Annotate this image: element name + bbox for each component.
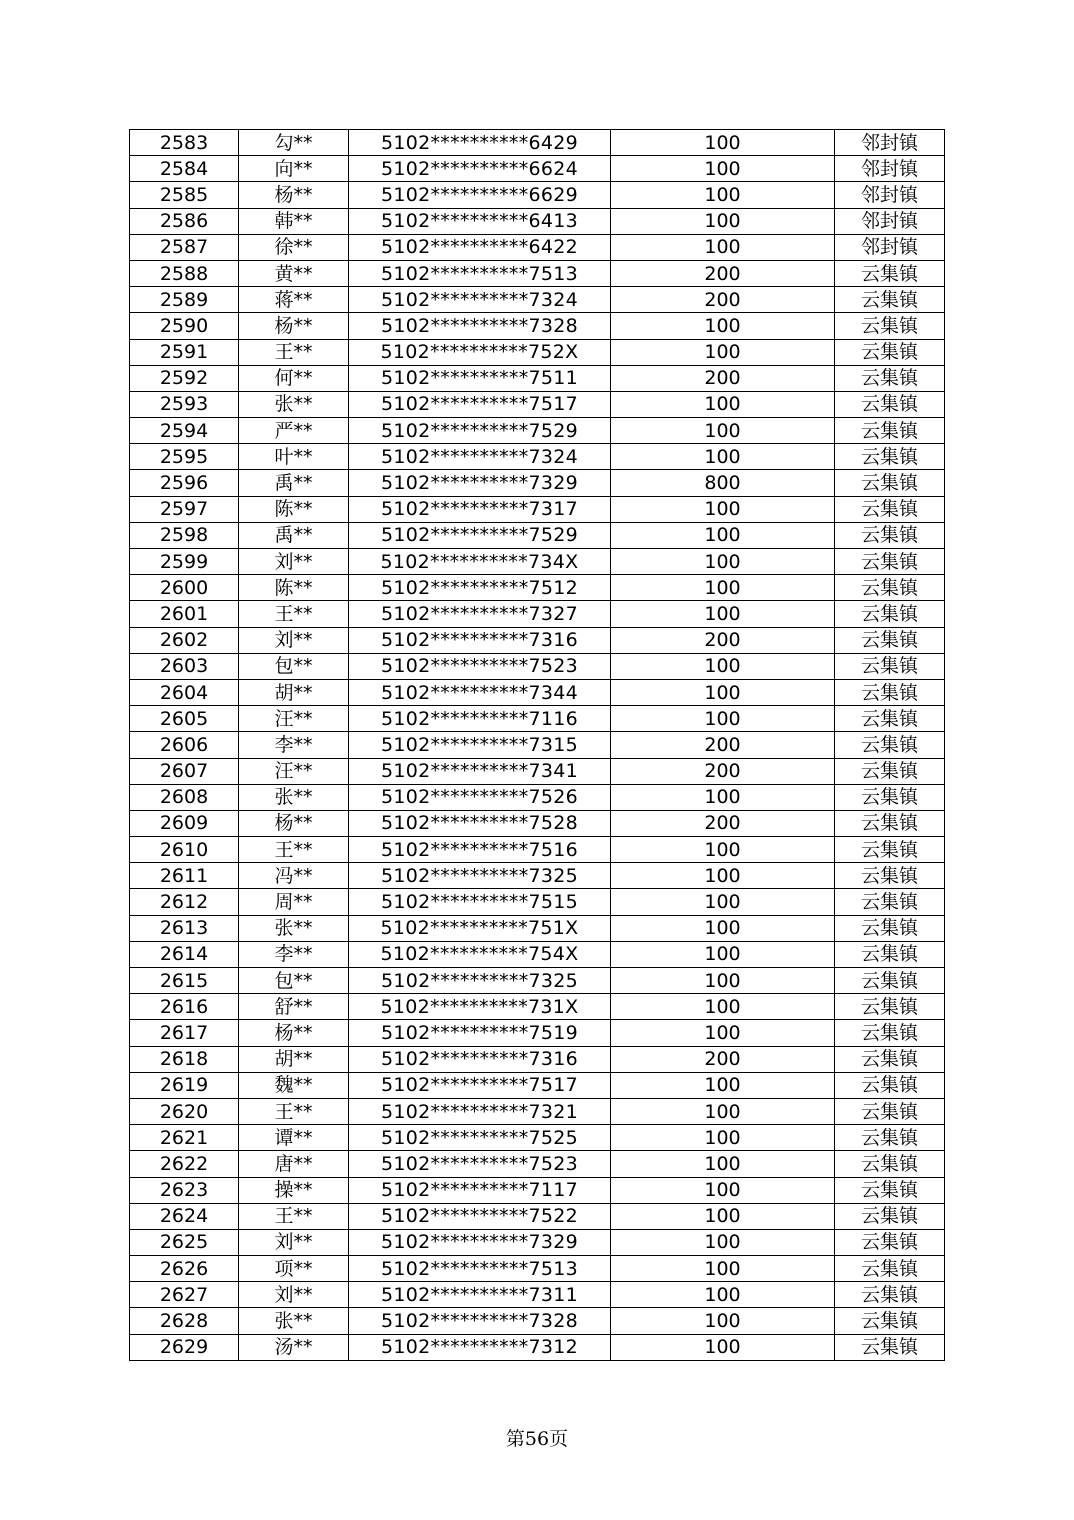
- serial-number-cell: 2597: [130, 496, 239, 522]
- id-number-cell: 5102**********7329: [349, 470, 611, 496]
- serial-number-cell: 2590: [130, 313, 239, 339]
- town-cell: 云集镇: [835, 1020, 945, 1046]
- name-cell: 陈**: [239, 575, 349, 601]
- town-cell: 云集镇: [835, 391, 945, 417]
- id-number-cell: 5102**********7526: [349, 784, 611, 810]
- name-cell: 胡**: [239, 679, 349, 705]
- town-cell: 云集镇: [835, 1282, 945, 1308]
- name-cell: 叶**: [239, 444, 349, 470]
- town-cell: 云集镇: [835, 418, 945, 444]
- serial-number-cell: 2610: [130, 837, 239, 863]
- town-cell: 云集镇: [835, 496, 945, 522]
- table-row: [130, 418, 945, 444]
- id-number-cell: 5102**********7523: [349, 653, 611, 679]
- serial-number-cell: 2616: [130, 994, 239, 1020]
- id-number-cell: 5102**********7327: [349, 601, 611, 627]
- serial-number-cell: 2589: [130, 287, 239, 313]
- table-row: [130, 575, 945, 601]
- table-row: [130, 810, 945, 836]
- serial-number-cell: 2602: [130, 627, 239, 653]
- id-number-cell: 5102**********7316: [349, 1046, 611, 1072]
- amount-cell: 100: [611, 182, 835, 208]
- table-row: [130, 156, 945, 182]
- id-number-cell: 5102**********7329: [349, 1229, 611, 1255]
- table-row: [130, 784, 945, 810]
- table-row: [130, 601, 945, 627]
- id-number-cell: 5102**********6429: [349, 130, 611, 156]
- town-cell: 邻封镇: [835, 234, 945, 260]
- amount-cell: 200: [611, 287, 835, 313]
- id-number-cell: 5102**********7513: [349, 1256, 611, 1282]
- serial-number-cell: 2598: [130, 522, 239, 548]
- name-cell: 胡**: [239, 1046, 349, 1072]
- serial-number-cell: 2599: [130, 549, 239, 575]
- table-row: [130, 1020, 945, 1046]
- table-row: [130, 1229, 945, 1255]
- name-cell: 汪**: [239, 706, 349, 732]
- serial-number-cell: 2600: [130, 575, 239, 601]
- name-cell: 严**: [239, 418, 349, 444]
- name-cell: 张**: [239, 915, 349, 941]
- id-number-cell: 5102**********6629: [349, 182, 611, 208]
- town-cell: 云集镇: [835, 784, 945, 810]
- amount-cell: 100: [611, 1308, 835, 1334]
- amount-cell: 100: [611, 1256, 835, 1282]
- serial-number-cell: 2592: [130, 365, 239, 391]
- records-table: [129, 129, 945, 1361]
- amount-cell: 100: [611, 601, 835, 627]
- name-cell: 韩**: [239, 208, 349, 234]
- table-row: [130, 522, 945, 548]
- page-number: 第56页: [505, 1428, 569, 1450]
- id-number-cell: 5102**********734X: [349, 549, 611, 575]
- town-cell: 云集镇: [835, 1072, 945, 1098]
- town-cell: 云集镇: [835, 365, 945, 391]
- amount-cell: 100: [611, 575, 835, 601]
- serial-number-cell: 2587: [130, 234, 239, 260]
- serial-number-cell: 2603: [130, 653, 239, 679]
- serial-number-cell: 2591: [130, 339, 239, 365]
- name-cell: 杨**: [239, 1020, 349, 1046]
- serial-number-cell: 2624: [130, 1203, 239, 1229]
- name-cell: 操**: [239, 1177, 349, 1203]
- amount-cell: 200: [611, 758, 835, 784]
- amount-cell: 100: [611, 444, 835, 470]
- table-row: [130, 1203, 945, 1229]
- id-number-cell: 5102**********7525: [349, 1125, 611, 1151]
- table-row: [130, 1046, 945, 1072]
- serial-number-cell: 2586: [130, 208, 239, 234]
- amount-cell: 100: [611, 941, 835, 967]
- table-row: [130, 260, 945, 286]
- serial-number-cell: 2608: [130, 784, 239, 810]
- amount-cell: 200: [611, 365, 835, 391]
- table-row: [130, 968, 945, 994]
- table-row: [130, 365, 945, 391]
- id-number-cell: 5102**********7311: [349, 1282, 611, 1308]
- name-cell: 包**: [239, 653, 349, 679]
- id-number-cell: 5102**********7317: [349, 496, 611, 522]
- amount-cell: 100: [611, 156, 835, 182]
- id-number-cell: 5102**********7513: [349, 260, 611, 286]
- name-cell: 冯**: [239, 863, 349, 889]
- town-cell: 邻封镇: [835, 182, 945, 208]
- amount-cell: 200: [611, 627, 835, 653]
- table-row: [130, 1282, 945, 1308]
- amount-cell: 100: [611, 706, 835, 732]
- name-cell: 汪**: [239, 758, 349, 784]
- name-cell: 舒**: [239, 994, 349, 1020]
- serial-number-cell: 2626: [130, 1256, 239, 1282]
- name-cell: 徐**: [239, 234, 349, 260]
- serial-number-cell: 2596: [130, 470, 239, 496]
- table-row: [130, 1177, 945, 1203]
- town-cell: 云集镇: [835, 575, 945, 601]
- table-row: [130, 863, 945, 889]
- serial-number-cell: 2583: [130, 130, 239, 156]
- name-cell: 向**: [239, 156, 349, 182]
- serial-number-cell: 2618: [130, 1046, 239, 1072]
- serial-number-cell: 2593: [130, 391, 239, 417]
- serial-number-cell: 2604: [130, 679, 239, 705]
- town-cell: 云集镇: [835, 1151, 945, 1177]
- serial-number-cell: 2595: [130, 444, 239, 470]
- town-cell: 云集镇: [835, 679, 945, 705]
- amount-cell: 100: [611, 889, 835, 915]
- serial-number-cell: 2606: [130, 732, 239, 758]
- table-row: [130, 994, 945, 1020]
- town-cell: 云集镇: [835, 444, 945, 470]
- name-cell: 刘**: [239, 549, 349, 575]
- id-number-cell: 5102**********731X: [349, 994, 611, 1020]
- id-number-cell: 5102**********7116: [349, 706, 611, 732]
- serial-number-cell: 2612: [130, 889, 239, 915]
- town-cell: 云集镇: [835, 339, 945, 365]
- town-cell: 云集镇: [835, 1177, 945, 1203]
- town-cell: 云集镇: [835, 732, 945, 758]
- town-cell: 云集镇: [835, 522, 945, 548]
- table-row: [130, 1125, 945, 1151]
- town-cell: 云集镇: [835, 1256, 945, 1282]
- id-number-cell: 5102**********7325: [349, 968, 611, 994]
- name-cell: 黄**: [239, 260, 349, 286]
- table-row: [130, 496, 945, 522]
- id-number-cell: 5102**********7324: [349, 287, 611, 313]
- table-row: [130, 837, 945, 863]
- town-cell: 邻封镇: [835, 130, 945, 156]
- town-cell: 云集镇: [835, 653, 945, 679]
- town-cell: 云集镇: [835, 1334, 945, 1360]
- town-cell: 云集镇: [835, 1308, 945, 1334]
- amount-cell: 200: [611, 260, 835, 286]
- amount-cell: 100: [611, 391, 835, 417]
- name-cell: 汤**: [239, 1334, 349, 1360]
- table-row: [130, 208, 945, 234]
- id-number-cell: 5102**********7529: [349, 522, 611, 548]
- amount-cell: 100: [611, 653, 835, 679]
- serial-number-cell: 2611: [130, 863, 239, 889]
- name-cell: 禹**: [239, 470, 349, 496]
- amount-cell: 100: [611, 522, 835, 548]
- serial-number-cell: 2614: [130, 941, 239, 967]
- town-cell: 云集镇: [835, 706, 945, 732]
- name-cell: 禹**: [239, 522, 349, 548]
- town-cell: 云集镇: [835, 627, 945, 653]
- amount-cell: 100: [611, 994, 835, 1020]
- name-cell: 张**: [239, 784, 349, 810]
- serial-number-cell: 2621: [130, 1125, 239, 1151]
- amount-cell: 100: [611, 234, 835, 260]
- town-cell: 云集镇: [835, 287, 945, 313]
- town-cell: 云集镇: [835, 1046, 945, 1072]
- town-cell: 云集镇: [835, 1125, 945, 1151]
- town-cell: 云集镇: [835, 837, 945, 863]
- name-cell: 何**: [239, 365, 349, 391]
- id-number-cell: 5102**********6624: [349, 156, 611, 182]
- amount-cell: 100: [611, 968, 835, 994]
- serial-number-cell: 2623: [130, 1177, 239, 1203]
- amount-cell: 100: [611, 1203, 835, 1229]
- name-cell: 杨**: [239, 313, 349, 339]
- id-number-cell: 5102**********7517: [349, 391, 611, 417]
- name-cell: 刘**: [239, 1229, 349, 1255]
- table-row: [130, 1072, 945, 1098]
- name-cell: 谭**: [239, 1125, 349, 1151]
- amount-cell: 100: [611, 863, 835, 889]
- name-cell: 王**: [239, 1098, 349, 1124]
- name-cell: 王**: [239, 1203, 349, 1229]
- name-cell: 李**: [239, 732, 349, 758]
- id-number-cell: 5102**********7523: [349, 1151, 611, 1177]
- id-number-cell: 5102**********7528: [349, 810, 611, 836]
- id-number-cell: 5102**********7344: [349, 679, 611, 705]
- amount-cell: 100: [611, 837, 835, 863]
- serial-number-cell: 2617: [130, 1020, 239, 1046]
- id-number-cell: 5102**********7529: [349, 418, 611, 444]
- town-cell: 云集镇: [835, 549, 945, 575]
- id-number-cell: 5102**********7325: [349, 863, 611, 889]
- id-number-cell: 5102**********7316: [349, 627, 611, 653]
- serial-number-cell: 2605: [130, 706, 239, 732]
- name-cell: 张**: [239, 391, 349, 417]
- id-number-cell: 5102**********7321: [349, 1098, 611, 1124]
- serial-number-cell: 2628: [130, 1308, 239, 1334]
- table-row: [130, 1334, 945, 1360]
- table-row: [130, 313, 945, 339]
- id-number-cell: 5102**********752X: [349, 339, 611, 365]
- name-cell: 蒋**: [239, 287, 349, 313]
- amount-cell: 100: [611, 1072, 835, 1098]
- table-row: [130, 182, 945, 208]
- table-row: [130, 915, 945, 941]
- serial-number-cell: 2622: [130, 1151, 239, 1177]
- name-cell: 张**: [239, 1308, 349, 1334]
- table-row: [130, 444, 945, 470]
- id-number-cell: 5102**********7328: [349, 313, 611, 339]
- id-number-cell: 5102**********7522: [349, 1203, 611, 1229]
- id-number-cell: 5102**********7512: [349, 575, 611, 601]
- amount-cell: 100: [611, 1334, 835, 1360]
- serial-number-cell: 2619: [130, 1072, 239, 1098]
- id-number-cell: 5102**********7515: [349, 889, 611, 915]
- serial-number-cell: 2615: [130, 968, 239, 994]
- table-row: [130, 679, 945, 705]
- table-row: [130, 339, 945, 365]
- town-cell: 云集镇: [835, 915, 945, 941]
- name-cell: 包**: [239, 968, 349, 994]
- amount-cell: 100: [611, 1098, 835, 1124]
- id-number-cell: 5102**********751X: [349, 915, 611, 941]
- name-cell: 王**: [239, 837, 349, 863]
- records-table-body: [130, 130, 945, 1361]
- table-row: [130, 653, 945, 679]
- id-number-cell: 5102**********6422: [349, 234, 611, 260]
- name-cell: 王**: [239, 601, 349, 627]
- table-row: [130, 732, 945, 758]
- town-cell: 云集镇: [835, 758, 945, 784]
- amount-cell: 100: [611, 1282, 835, 1308]
- amount-cell: 200: [611, 810, 835, 836]
- table-row: [130, 234, 945, 260]
- town-cell: 云集镇: [835, 1098, 945, 1124]
- id-number-cell: 5102**********7324: [349, 444, 611, 470]
- id-number-cell: 5102**********7117: [349, 1177, 611, 1203]
- table-row: [130, 1098, 945, 1124]
- serial-number-cell: 2584: [130, 156, 239, 182]
- town-cell: 云集镇: [835, 601, 945, 627]
- id-number-cell: 5102**********7315: [349, 732, 611, 758]
- name-cell: 杨**: [239, 810, 349, 836]
- name-cell: 唐**: [239, 1151, 349, 1177]
- amount-cell: 100: [611, 313, 835, 339]
- name-cell: 王**: [239, 339, 349, 365]
- town-cell: 云集镇: [835, 889, 945, 915]
- town-cell: 云集镇: [835, 941, 945, 967]
- amount-cell: 200: [611, 732, 835, 758]
- amount-cell: 100: [611, 784, 835, 810]
- serial-number-cell: 2627: [130, 1282, 239, 1308]
- table-row: [130, 549, 945, 575]
- town-cell: 云集镇: [835, 260, 945, 286]
- amount-cell: 100: [611, 130, 835, 156]
- table-row: [130, 130, 945, 156]
- town-cell: 云集镇: [835, 1203, 945, 1229]
- amount-cell: 100: [611, 339, 835, 365]
- serial-number-cell: 2613: [130, 915, 239, 941]
- town-cell: 云集镇: [835, 863, 945, 889]
- id-number-cell: 5102**********7328: [349, 1308, 611, 1334]
- serial-number-cell: 2601: [130, 601, 239, 627]
- name-cell: 刘**: [239, 1282, 349, 1308]
- amount-cell: 100: [611, 418, 835, 444]
- amount-cell: 100: [611, 1020, 835, 1046]
- table-row: [130, 758, 945, 784]
- town-cell: 云集镇: [835, 994, 945, 1020]
- table-row: [130, 470, 945, 496]
- amount-cell: 100: [611, 1151, 835, 1177]
- table-row: [130, 287, 945, 313]
- id-number-cell: 5102**********7341: [349, 758, 611, 784]
- town-cell: 云集镇: [835, 1229, 945, 1255]
- amount-cell: 100: [611, 208, 835, 234]
- name-cell: 项**: [239, 1256, 349, 1282]
- amount-cell: 200: [611, 1046, 835, 1072]
- table-row: [130, 889, 945, 915]
- town-cell: 云集镇: [835, 968, 945, 994]
- id-number-cell: 5102**********7511: [349, 365, 611, 391]
- amount-cell: 100: [611, 1125, 835, 1151]
- id-number-cell: 5102**********7516: [349, 837, 611, 863]
- amount-cell: 100: [611, 549, 835, 575]
- town-cell: 云集镇: [835, 810, 945, 836]
- name-cell: 勾**: [239, 130, 349, 156]
- amount-cell: 100: [611, 915, 835, 941]
- town-cell: 云集镇: [835, 470, 945, 496]
- town-cell: 邻封镇: [835, 156, 945, 182]
- amount-cell: 100: [611, 1229, 835, 1255]
- table-row: [130, 627, 945, 653]
- name-cell: 周**: [239, 889, 349, 915]
- name-cell: 李**: [239, 941, 349, 967]
- amount-cell: 100: [611, 679, 835, 705]
- amount-cell: 800: [611, 470, 835, 496]
- name-cell: 陈**: [239, 496, 349, 522]
- amount-cell: 100: [611, 1177, 835, 1203]
- town-cell: 云集镇: [835, 313, 945, 339]
- amount-cell: 100: [611, 496, 835, 522]
- name-cell: 魏**: [239, 1072, 349, 1098]
- serial-number-cell: 2620: [130, 1098, 239, 1124]
- table-row: [130, 1256, 945, 1282]
- id-number-cell: 5102**********7312: [349, 1334, 611, 1360]
- table-row: [130, 391, 945, 417]
- name-cell: 杨**: [239, 182, 349, 208]
- table-row: [130, 941, 945, 967]
- id-number-cell: 5102**********6413: [349, 208, 611, 234]
- serial-number-cell: 2588: [130, 260, 239, 286]
- id-number-cell: 5102**********754X: [349, 941, 611, 967]
- id-number-cell: 5102**********7517: [349, 1072, 611, 1098]
- table-row: [130, 1308, 945, 1334]
- serial-number-cell: 2609: [130, 810, 239, 836]
- serial-number-cell: 2625: [130, 1229, 239, 1255]
- table-row: [130, 706, 945, 732]
- name-cell: 刘**: [239, 627, 349, 653]
- serial-number-cell: 2594: [130, 418, 239, 444]
- serial-number-cell: 2629: [130, 1334, 239, 1360]
- serial-number-cell: 2585: [130, 182, 239, 208]
- table-row: [130, 1151, 945, 1177]
- town-cell: 邻封镇: [835, 208, 945, 234]
- serial-number-cell: 2607: [130, 758, 239, 784]
- id-number-cell: 5102**********7519: [349, 1020, 611, 1046]
